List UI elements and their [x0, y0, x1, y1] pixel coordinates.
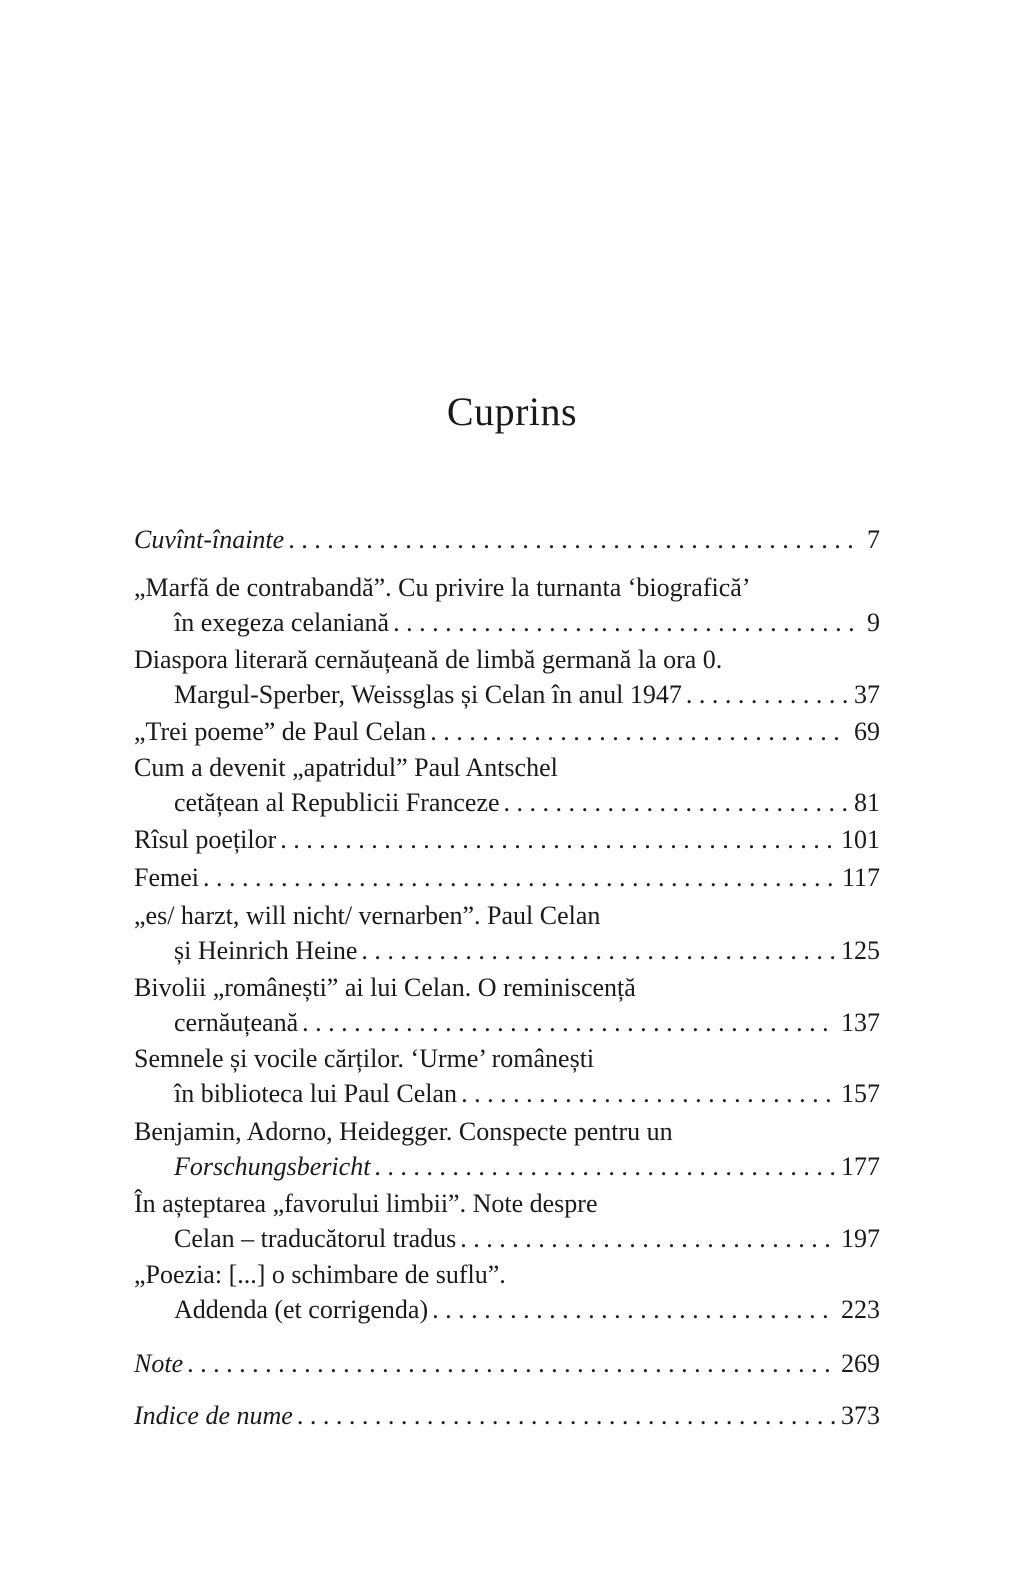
toc-entry-title: „Marfă de contrabandă”. Cu privire la turnanta ‘biografică’ — [134, 573, 751, 602]
toc-entry-title: „Poezia: [...] o schimbare de suflu”. — [134, 1260, 506, 1289]
dot-leader — [280, 822, 835, 858]
dot-leader — [461, 1076, 835, 1112]
toc-page-number: 101 — [841, 825, 880, 854]
dot-leader — [374, 1149, 835, 1185]
dot-leader — [302, 1005, 835, 1041]
dot-leader — [430, 714, 848, 750]
toc-entry-title: Semnele și vocile cărților. ‘Urme’ românești — [134, 1044, 595, 1073]
toc-entry-title: Bivolii „românești” ai lui Celan. O reminiscență — [134, 973, 636, 1002]
dot-leader — [432, 1292, 835, 1328]
toc-page-number: 81 — [854, 788, 880, 817]
toc-page-number: 223 — [841, 1295, 880, 1324]
toc-entry-subtitle: Forschungsbericht — [174, 1152, 371, 1181]
toc-entry-subtitle: Celan – traducătorul tradus — [174, 1224, 457, 1253]
dot-leader — [361, 933, 835, 969]
toc-entry-subtitle: Addenda (et corrigenda) — [174, 1295, 429, 1324]
toc-page-number: 373 — [841, 1401, 880, 1430]
dot-leader — [393, 605, 861, 641]
page-title: Cuprins — [446, 389, 578, 434]
dot-leader — [686, 677, 848, 713]
toc-entry-title: „Trei poeme” de Paul Celan — [134, 717, 427, 746]
toc-entry-title: „es/ harzt, will nicht/ vernarben”. Paul Celan — [134, 901, 601, 930]
toc-page-number: 117 — [841, 863, 880, 892]
toc-page-number: 269 — [841, 1349, 880, 1378]
toc-entry-title: Note — [134, 1349, 184, 1378]
toc-page-number: 37 — [854, 680, 880, 709]
toc-page-number: 69 — [854, 717, 880, 746]
dot-leader — [203, 860, 836, 896]
toc-entry-title: Cuvînt-înainte — [134, 525, 285, 554]
toc-page-number: 9 — [867, 608, 880, 637]
toc-entry-title: Benjamin, Adorno, Heidegger. Conspecte pentru un — [134, 1117, 673, 1146]
dot-leader — [288, 522, 861, 558]
toc-entry-title: În așteptarea „favorului limbii”. Note despre — [134, 1189, 598, 1218]
toc-entry-subtitle: Margul-Sperber, Weissglas și Celan în anul 1947 — [174, 680, 682, 709]
dot-leader — [460, 1221, 835, 1257]
toc-entry-title: Diaspora literară cernăuțeană de limbă germană la ora 0. — [134, 645, 723, 674]
toc-entry-title: Femei — [134, 863, 199, 892]
toc-entry-subtitle: cetățean al Republicii Franceze — [174, 788, 500, 817]
toc-page-number: 137 — [841, 1008, 880, 1037]
toc-page-number: 125 — [841, 936, 880, 965]
toc-page-number: 157 — [841, 1079, 880, 1108]
toc-page-number: 197 — [841, 1224, 880, 1253]
dot-leader — [187, 1346, 835, 1382]
toc-entry-subtitle: cernăuțeană — [174, 1008, 299, 1037]
dot-leader — [297, 1398, 835, 1434]
toc-page-number: 7 — [867, 525, 880, 554]
dot-leader — [504, 785, 848, 821]
toc-entry-title: Cum a devenit „apatridul” Paul Antschel — [134, 753, 558, 782]
toc-entry-title: Indice de nume — [134, 1401, 293, 1430]
toc-page-number: 177 — [841, 1152, 880, 1181]
toc-entry-subtitle: și Heinrich Heine — [174, 936, 358, 965]
toc-entry-subtitle: în exegeza celaniană — [174, 608, 390, 637]
toc-entry-subtitle: în biblioteca lui Paul Celan — [174, 1079, 458, 1108]
toc-entry-title: Rîsul poeților — [134, 825, 277, 854]
